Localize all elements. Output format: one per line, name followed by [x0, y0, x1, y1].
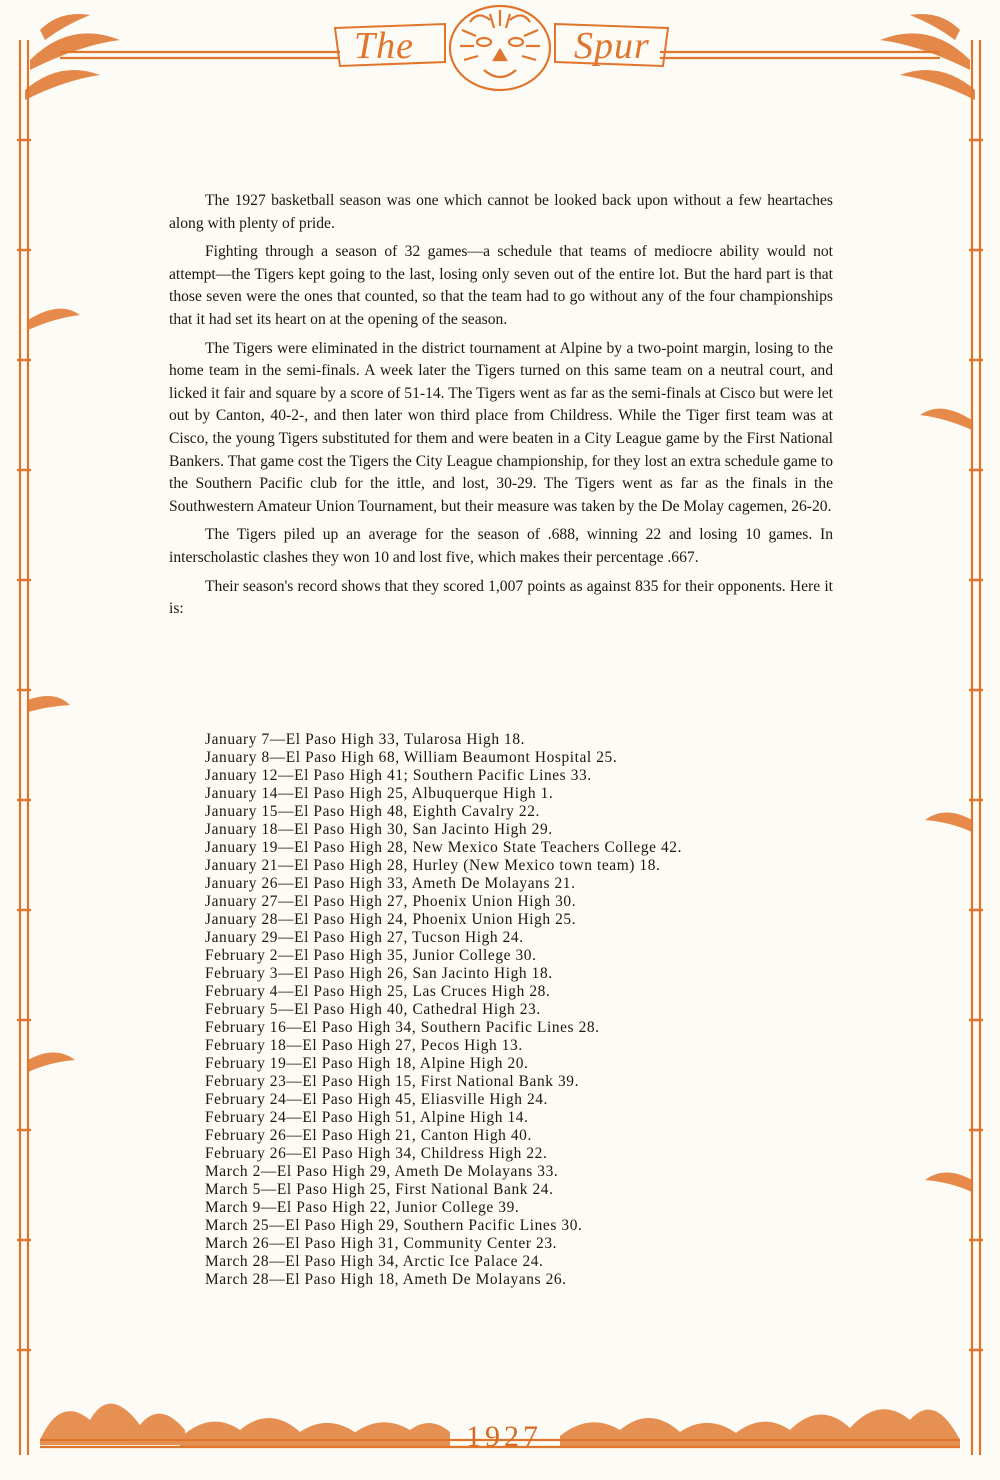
- paragraph-intro: The 1927 basketball season was one which cannot be looked back upon without a few heartaches along with plenty of pride.: [169, 192, 833, 232]
- game-result: February 26—El Paso High 34, Childress High 22.: [205, 1145, 548, 1162]
- game-results-list: [205, 731, 825, 1289]
- game-result: March 2—El Paso High 29, Ameth De Molayans 33.: [205, 1163, 559, 1180]
- game-result: February 4—El Paso High 25, Las Cruces High 28.: [205, 983, 551, 1000]
- paragraph-record-intro: Their season's record shows that they scored 1,007 points as against 835 for their opponents. Here it is:: [169, 577, 833, 618]
- game-result: February 24—El Paso High 51, Alpine High 14.: [205, 1109, 529, 1126]
- paragraph-season: Fighting through a season of 32 games—a schedule that teams of mediocre ability would not attempt—the Tigers kept going to the last, losing only seven out of the entire lot. But the hard part is that those seven were the ones that counted, so that the team had to go without any of the four championships that it had set its heart on at the opening of the season.: [169, 243, 833, 328]
- game-result: January 14—El Paso High 25, Albuquerque High 1.: [205, 785, 554, 802]
- game-result: February 18—El Paso High 27, Pecos High 13.: [205, 1037, 523, 1054]
- game-result: March 25—El Paso High 29, Southern Pacific Lines 30.: [205, 1217, 583, 1234]
- header-title-spur: Spur: [574, 25, 650, 67]
- game-result: January 28—El Paso High 24, Phoenix Union High 25.: [205, 911, 577, 928]
- header-title-the: The: [354, 25, 414, 67]
- paragraph-average: The Tigers piled up an average for the season of .688, winning 22 and losing 10 games. In interscholastic clashes they won 10 and lost five, which makes their percentage .667.: [169, 526, 833, 566]
- game-result: February 2—El Paso High 35, Junior College 30.: [205, 947, 537, 964]
- game-result: February 16—El Paso High 34, Southern Pacific Lines 28.: [205, 1019, 600, 1036]
- footer-year: 1927: [466, 1420, 542, 1453]
- paragraph-tournaments: The Tigers were eliminated in the district tournament at Alpine by a two-point margin, losing to the home team in the semi-finals. A week later the Tigers turned on this same team on a neutral court, and licked it fair and square by a score of 51-14. The Tigers went as far as the semi-finals at Cisco but were let out by Canton, 40-2-, and then later won third place from Childress. While the Tiger first team was at Cisco, the young Tigers substituted for them and were beaten in a City League game by the First National Bankers. That game cost the Tigers the City League championship, for they lost an extra schedule game to the Southern Pacific club for the ittle, and lost, 30-29. The Tigers went as far as the finals in the Southwestern Amateur Union Tournament, but their measure was taken by the De Molay cagemen, 26-20.: [169, 339, 833, 515]
- game-result: March 28—El Paso High 18, Ameth De Molayans 26.: [205, 1271, 567, 1288]
- game-result: March 5—El Paso High 25, First National Bank 24.: [205, 1181, 554, 1198]
- game-result: January 26—El Paso High 33, Ameth De Molayans 21.: [205, 875, 576, 892]
- game-result: January 12—El Paso High 41; Southern Pacific Lines 33.: [205, 767, 592, 784]
- game-result: March 9—El Paso High 22, Junior College 39.: [205, 1199, 520, 1216]
- game-result: February 24—El Paso High 45, Eliasville High 24.: [205, 1091, 548, 1108]
- game-result: February 23—El Paso High 15, First National Bank 39.: [205, 1073, 580, 1090]
- article-body: [169, 190, 833, 627]
- game-result: February 5—El Paso High 40, Cathedral High 23.: [205, 1001, 541, 1018]
- game-result: January 18—El Paso High 30, San Jacinto High 29.: [205, 821, 553, 838]
- game-result: February 3—El Paso High 26, San Jacinto High 18.: [205, 965, 553, 982]
- game-result: January 7—El Paso High 33, Tularosa High 18.: [205, 731, 526, 748]
- game-result: February 26—El Paso High 21, Canton High 40.: [205, 1127, 532, 1144]
- game-result: January 21—El Paso High 28, Hurley (New Mexico town team) 18.: [205, 857, 661, 874]
- game-result: January 8—El Paso High 68, William Beaumont Hospital 25.: [205, 749, 618, 766]
- game-result: January 15—El Paso High 48, Eighth Cavalry 22.: [205, 803, 540, 820]
- game-result: January 19—El Paso High 28, New Mexico State Teachers College 42.: [205, 839, 683, 856]
- game-result: March 26—El Paso High 31, Community Center 23.: [205, 1235, 558, 1252]
- game-result: March 28—El Paso High 34, Arctic Ice Palace 24.: [205, 1253, 544, 1270]
- game-result: February 19—El Paso High 18, Alpine High 20.: [205, 1055, 529, 1072]
- game-result: January 27—El Paso High 27, Phoenix Union High 30.: [205, 893, 577, 910]
- page-header: [0, 12, 1000, 84]
- game-result: January 29—El Paso High 27, Tucson High 24.: [205, 929, 524, 946]
